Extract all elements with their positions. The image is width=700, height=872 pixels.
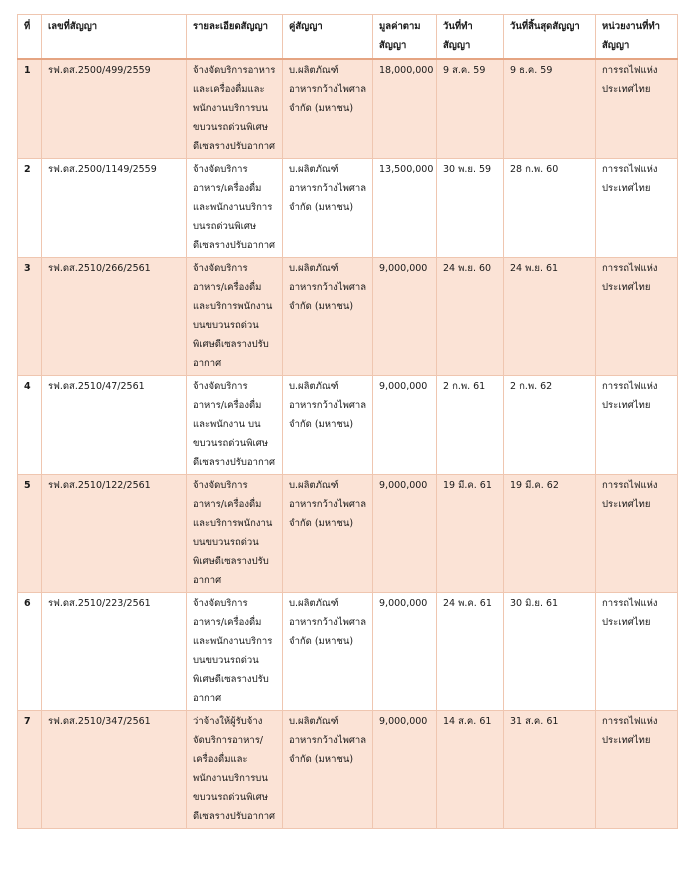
cell-agency-line: ประเทศไทย xyxy=(602,183,651,194)
cell-party-line: อาหารกว้างไพศาล xyxy=(289,499,367,510)
cell-end-date xyxy=(504,711,596,829)
cell-detail-line: ขบวนรถด่วนพิเศษ xyxy=(193,792,269,803)
header-start-date: วันที่ทำ สัญญา xyxy=(437,15,504,60)
cell-end-date-text: 24 พ.ย. 61 xyxy=(510,263,559,274)
cell-party-line: อาหารกว้างไพศาล xyxy=(289,183,367,194)
cell-party-line: จำกัด (มหาชน) xyxy=(289,754,354,765)
cell-detail-line: และพนักงาน บน xyxy=(193,419,261,430)
cell-detail-line: ดีเซลรางปรับอากาศ xyxy=(193,457,276,468)
cell-detail-line: อาหาร/เครื่องดื่ม xyxy=(193,400,262,411)
cell-party xyxy=(283,159,373,258)
cell-contract-id xyxy=(42,593,187,711)
cell-contract-id xyxy=(42,376,187,475)
cell-detail xyxy=(187,475,283,593)
cell-party-line: จำกัด (มหาชน) xyxy=(289,202,354,213)
cell-detail-line: และพนักงานบริการ xyxy=(193,636,273,647)
cell-contract-id-text: รฟ.ดส.2510/347/2561 xyxy=(48,716,151,727)
cell-detail-line: และบริการพนักงาน xyxy=(193,518,273,529)
cell-agency-line: การรถไฟแห่ง xyxy=(602,480,658,491)
cell-no-text: 7 xyxy=(24,716,31,727)
cell-party-line: บ.ผลิตภัณฑ์ xyxy=(289,598,339,609)
cell-detail-line: อาหาร/เครื่องดื่ม xyxy=(193,282,262,293)
cell-detail-line: อาหาร/เครื่องดื่ม xyxy=(193,617,262,628)
cell-agency-line: ประเทศไทย xyxy=(602,400,651,411)
cell-party-line: อาหารกว้างไพศาล xyxy=(289,400,367,411)
cell-detail-line: ดีเซลรางปรับอากาศ xyxy=(193,141,276,152)
cell-value xyxy=(373,258,437,376)
cell-party-line: บ.ผลิตภัณฑ์ xyxy=(289,164,339,175)
cell-party-line: บ.ผลิตภัณฑ์ xyxy=(289,716,339,727)
table-row xyxy=(18,475,678,593)
cell-agency xyxy=(596,258,678,376)
cell-party-line: อาหารกว้างไพศาล xyxy=(289,282,367,293)
cell-agency-line: ประเทศไทย xyxy=(602,617,651,628)
cell-end-date-text: 2 ก.พ. 62 xyxy=(510,381,553,392)
cell-value-text: 9,000,000 xyxy=(379,716,428,727)
cell-start-date-text: 2 ก.พ. 61 xyxy=(443,381,486,392)
cell-no-text: 1 xyxy=(24,65,31,76)
cell-contract-id xyxy=(42,59,187,159)
cell-end-date xyxy=(504,159,596,258)
cell-value xyxy=(373,593,437,711)
cell-start-date xyxy=(437,475,504,593)
cell-detail-line: ดีเซลรางปรับอากาศ xyxy=(193,811,276,822)
cell-agency xyxy=(596,593,678,711)
header-no: ที่ xyxy=(18,15,42,60)
cell-detail-line: บนรถด่วนพิเศษ xyxy=(193,221,257,232)
cell-agency xyxy=(596,376,678,475)
cell-no xyxy=(18,258,42,376)
cell-detail-line: อากาศ xyxy=(193,358,222,369)
cell-detail xyxy=(187,593,283,711)
cell-no-text: 3 xyxy=(24,263,31,274)
cell-party-line: จำกัด (มหาชน) xyxy=(289,419,354,430)
cell-value-text: 9,000,000 xyxy=(379,381,428,392)
table-row xyxy=(18,376,678,475)
cell-start-date xyxy=(437,376,504,475)
cell-end-date-text: 30 มิ.ย. 61 xyxy=(510,598,559,609)
cell-party xyxy=(283,376,373,475)
cell-value xyxy=(373,159,437,258)
cell-party xyxy=(283,475,373,593)
cell-agency-line: การรถไฟแห่ง xyxy=(602,598,658,609)
table-row xyxy=(18,711,678,829)
cell-no-text: 6 xyxy=(24,598,31,609)
cell-detail xyxy=(187,711,283,829)
cell-contract-id-text: รฟ.ดส.2510/122/2561 xyxy=(48,480,151,491)
header-party: คู่สัญญา xyxy=(283,15,373,60)
cell-party xyxy=(283,711,373,829)
cell-contract-id xyxy=(42,258,187,376)
cell-detail xyxy=(187,159,283,258)
cell-start-date-text: 19 มี.ค. 61 xyxy=(443,480,492,491)
cell-detail xyxy=(187,376,283,475)
cell-agency-line: การรถไฟแห่ง xyxy=(602,263,658,274)
cell-end-date xyxy=(504,59,596,159)
cell-agency-line: การรถไฟแห่ง xyxy=(602,381,658,392)
cell-party-line: บ.ผลิตภัณฑ์ xyxy=(289,480,339,491)
cell-start-date xyxy=(437,711,504,829)
cell-no-text: 2 xyxy=(24,164,31,175)
cell-party xyxy=(283,59,373,159)
cell-detail xyxy=(187,59,283,159)
contracts-table xyxy=(17,14,678,829)
cell-detail-line: และพนักงานบริการ xyxy=(193,202,273,213)
cell-agency-line: การรถไฟแห่ง xyxy=(602,65,658,76)
cell-end-date-text: 19 มี.ค. 62 xyxy=(510,480,559,491)
cell-detail-line: จ้างจัดบริการ xyxy=(193,263,248,274)
table-body xyxy=(18,59,678,829)
cell-detail-line: จ้างจัดบริการอาหาร xyxy=(193,65,276,76)
cell-detail-line: อากาศ xyxy=(193,575,222,586)
cell-value-text: 9,000,000 xyxy=(379,263,428,274)
cell-start-date xyxy=(437,159,504,258)
cell-party xyxy=(283,593,373,711)
cell-detail-line: และบริการพนักงาน xyxy=(193,301,273,312)
cell-detail-line: อาหาร/เครื่องดื่ม xyxy=(193,499,262,510)
cell-no xyxy=(18,593,42,711)
cell-party-line: อาหารกว้างไพศาล xyxy=(289,84,367,95)
cell-start-date xyxy=(437,593,504,711)
header-contract-id: เลขที่สัญญา xyxy=(42,15,187,60)
cell-agency xyxy=(596,59,678,159)
cell-detail-line: พนักงานบริการบน xyxy=(193,103,268,114)
cell-start-date xyxy=(437,59,504,159)
cell-detail-line: จ้างจัดบริการ xyxy=(193,164,248,175)
cell-agency-line: ประเทศไทย xyxy=(602,282,651,293)
cell-value xyxy=(373,376,437,475)
cell-start-date xyxy=(437,258,504,376)
cell-end-date xyxy=(504,258,596,376)
cell-detail-line: บนขบวนรถด่วน xyxy=(193,537,259,548)
cell-agency-line: การรถไฟแห่ง xyxy=(602,716,658,727)
cell-detail-line: และเครื่องดื่มและ xyxy=(193,84,265,95)
cell-detail-line: บนขบวนรถด่วน xyxy=(193,655,259,666)
cell-detail-line: จ้างจัดบริการ xyxy=(193,598,248,609)
cell-start-date-text: 24 พ.ค. 61 xyxy=(443,598,492,609)
cell-value xyxy=(373,711,437,829)
cell-detail-line: บนขบวนรถด่วน xyxy=(193,320,259,331)
cell-contract-id-text: รฟ.ดส.2500/499/2559 xyxy=(48,65,151,76)
cell-detail-line: จ้างจัดบริการ xyxy=(193,381,248,392)
cell-no xyxy=(18,159,42,258)
cell-party-line: จำกัด (มหาชน) xyxy=(289,518,354,529)
cell-agency xyxy=(596,475,678,593)
cell-detail xyxy=(187,258,283,376)
cell-party-line: อาหารกว้างไพศาล xyxy=(289,735,367,746)
cell-detail-line: เครื่องดื่มและ xyxy=(193,754,248,765)
cell-no xyxy=(18,475,42,593)
header-detail: รายละเอียดสัญญา xyxy=(187,15,283,60)
cell-agency xyxy=(596,159,678,258)
cell-contract-id-text: รฟ.ดส.2510/223/2561 xyxy=(48,598,151,609)
header-end-date: วันที่สิ้นสุดสัญญา xyxy=(504,15,596,60)
cell-start-date-text: 30 พ.ย. 59 xyxy=(443,164,492,175)
cell-value-text: 18,000,000 xyxy=(379,65,434,76)
cell-party-line: จำกัด (มหาชน) xyxy=(289,301,354,312)
cell-contract-id xyxy=(42,711,187,829)
cell-no xyxy=(18,376,42,475)
cell-start-date-text: 14 ส.ค. 61 xyxy=(443,716,492,727)
cell-end-date xyxy=(504,376,596,475)
table-row xyxy=(18,593,678,711)
cell-no-text: 4 xyxy=(24,381,31,392)
cell-party-line: จำกัด (มหาชน) xyxy=(289,103,354,114)
cell-detail-line: พนักงานบริการบน xyxy=(193,773,268,784)
cell-agency xyxy=(596,711,678,829)
cell-no-text: 5 xyxy=(24,480,31,491)
table-header-row xyxy=(18,15,678,60)
cell-detail-line: ว่าจ้างให้ผู้รับจ้าง xyxy=(193,716,263,727)
cell-detail-line: อาหาร/เครื่องดื่ม xyxy=(193,183,262,194)
cell-end-date-text: 31 ส.ค. 61 xyxy=(510,716,559,727)
cell-contract-id-text: รฟ.ดส.2510/47/2561 xyxy=(48,381,145,392)
cell-contract-id xyxy=(42,159,187,258)
cell-value-text: 9,000,000 xyxy=(379,598,428,609)
cell-detail-line: พิเศษดีเซลรางปรับ xyxy=(193,556,269,567)
cell-agency-line: ประเทศไทย xyxy=(602,735,651,746)
cell-party-line: จำกัด (มหาชน) xyxy=(289,636,354,647)
cell-end-date-text: 28 ก.พ. 60 xyxy=(510,164,559,175)
cell-party xyxy=(283,258,373,376)
cell-party-line: อาหารกว้างไพศาล xyxy=(289,617,367,628)
cell-agency-line: ประเทศไทย xyxy=(602,499,651,510)
cell-detail-line: จัดบริการอาหาร/ xyxy=(193,735,263,746)
table-row xyxy=(18,159,678,258)
cell-end-date-text: 9 ธ.ค. 59 xyxy=(510,65,553,76)
cell-agency-line: ประเทศไทย xyxy=(602,84,651,95)
header-value: มูลค่าตาม สัญญา xyxy=(373,15,437,60)
cell-value-text: 13,500,000 xyxy=(379,164,434,175)
header-agency: หน่วยงานที่ทำ สัญญา xyxy=(596,15,678,60)
cell-party-line: บ.ผลิตภัณฑ์ xyxy=(289,263,339,274)
cell-no xyxy=(18,59,42,159)
cell-no xyxy=(18,711,42,829)
cell-value-text: 9,000,000 xyxy=(379,480,428,491)
cell-detail-line: ดีเซลรางปรับอากาศ xyxy=(193,240,276,251)
cell-start-date-text: 9 ส.ค. 59 xyxy=(443,65,486,76)
cell-party-line: บ.ผลิตภัณฑ์ xyxy=(289,65,339,76)
cell-detail-line: อากาศ xyxy=(193,693,222,704)
table-row xyxy=(18,59,678,159)
cell-end-date xyxy=(504,475,596,593)
cell-contract-id-text: รฟ.ดส.2510/266/2561 xyxy=(48,263,151,274)
cell-agency-line: การรถไฟแห่ง xyxy=(602,164,658,175)
cell-contract-id-text: รฟ.ดส.2500/1149/2559 xyxy=(48,164,157,175)
cell-value xyxy=(373,475,437,593)
cell-detail-line: ขบวนรถด่วนพิเศษ xyxy=(193,438,269,449)
cell-value xyxy=(373,59,437,159)
cell-end-date xyxy=(504,593,596,711)
cell-detail-line: จ้างจัดบริการ xyxy=(193,480,248,491)
cell-detail-line: พิเศษดีเซลรางปรับ xyxy=(193,674,269,685)
table-row xyxy=(18,258,678,376)
cell-detail-line: พิเศษดีเซลรางปรับ xyxy=(193,339,269,350)
cell-start-date-text: 24 พ.ย. 60 xyxy=(443,263,492,274)
cell-party-line: บ.ผลิตภัณฑ์ xyxy=(289,381,339,392)
cell-contract-id xyxy=(42,475,187,593)
cell-detail-line: ขบวนรถด่วนพิเศษ xyxy=(193,122,269,133)
